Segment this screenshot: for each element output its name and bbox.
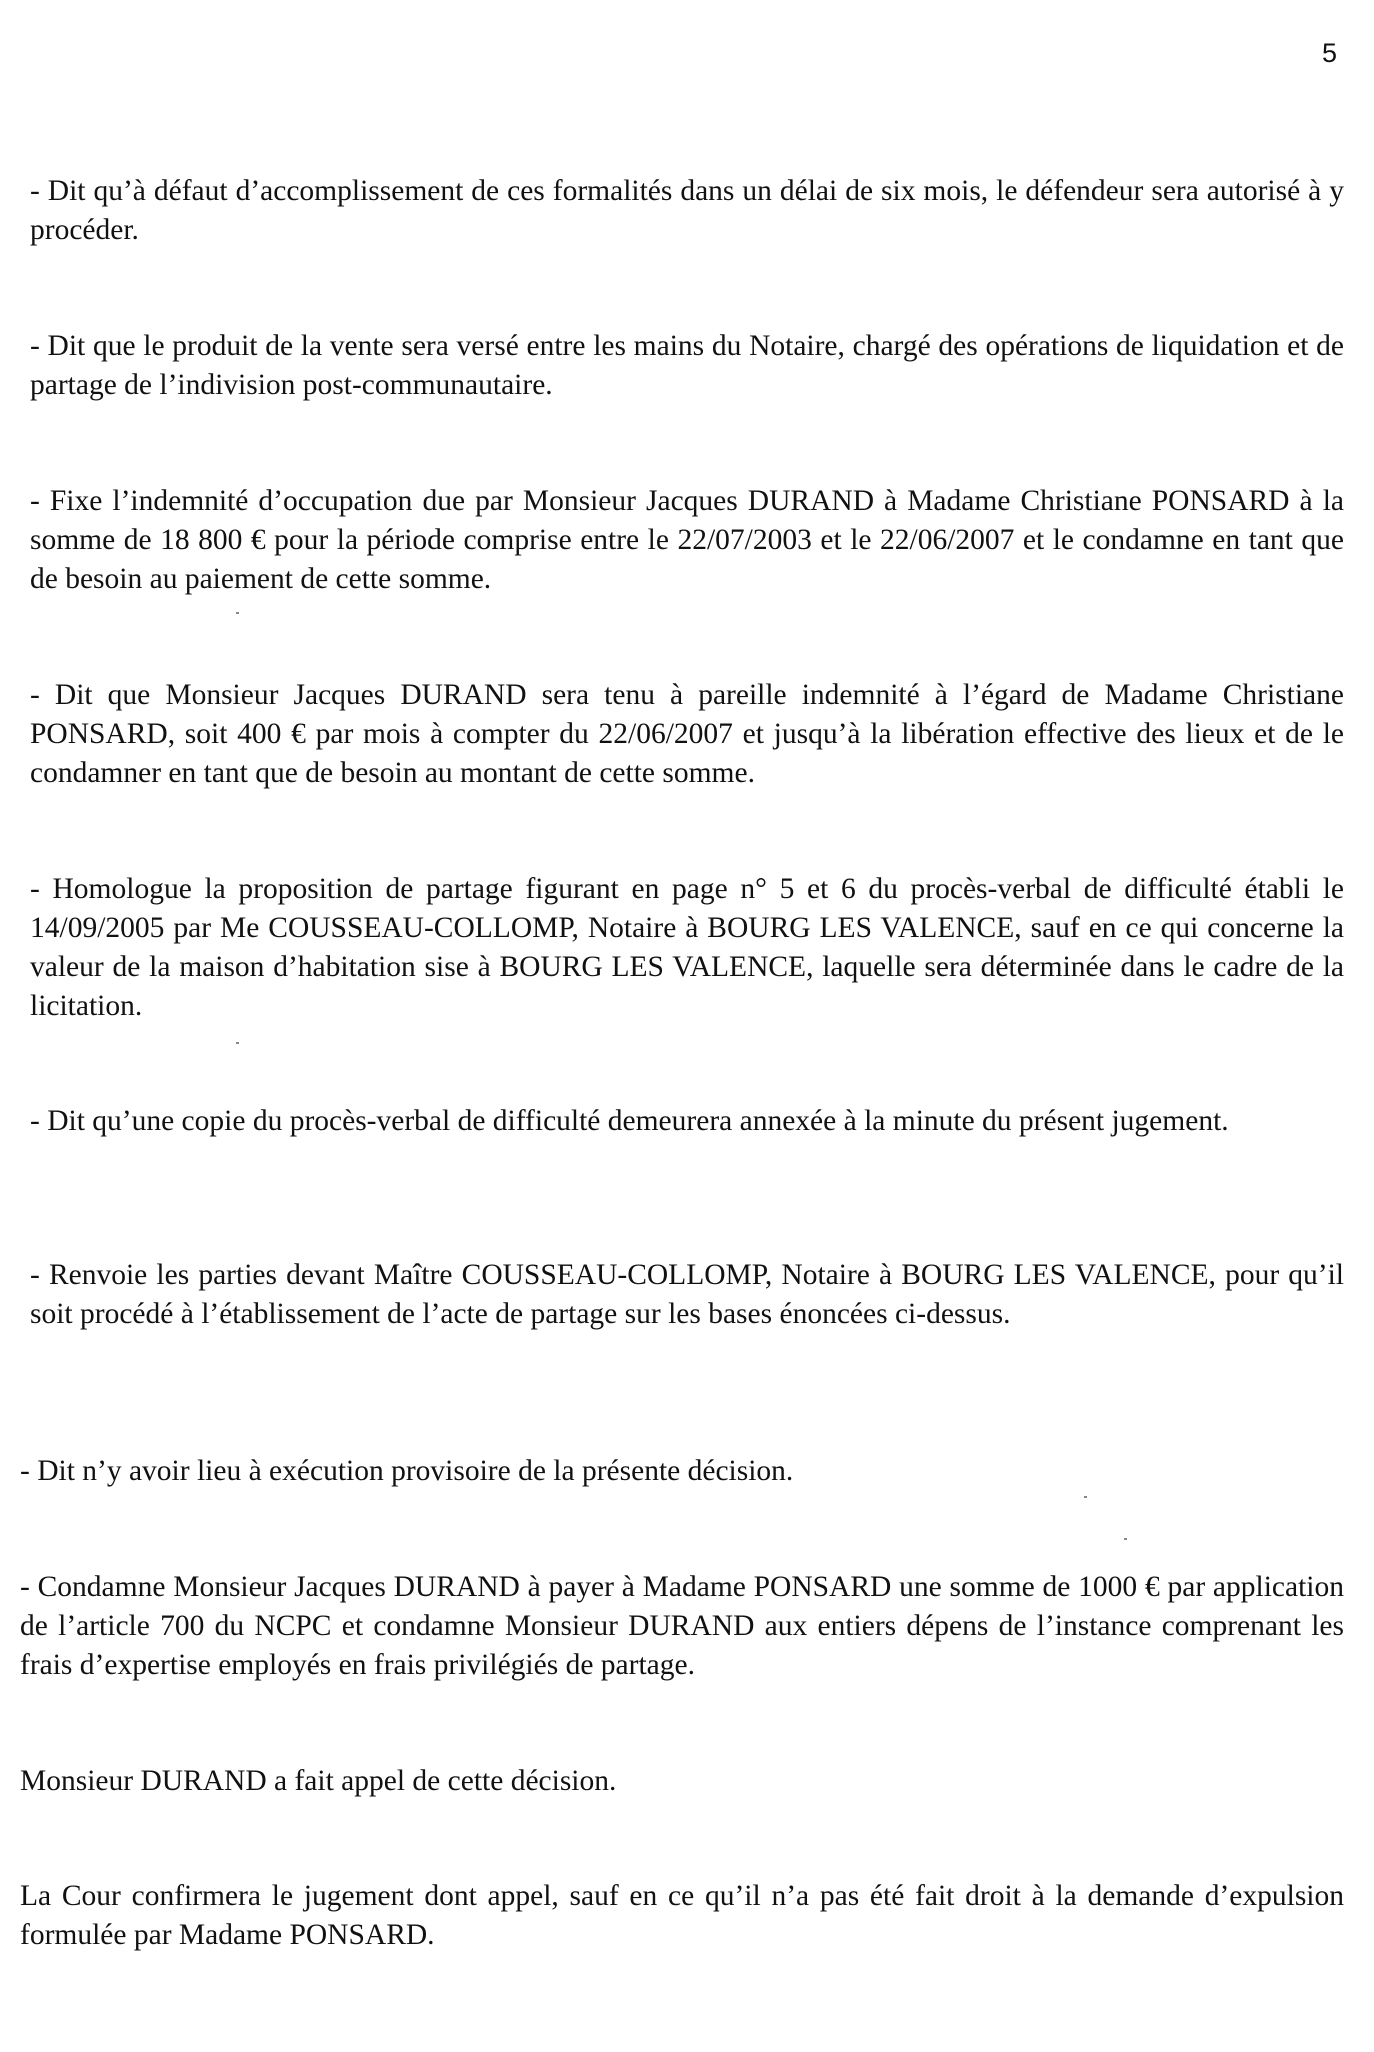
paragraph-appel: Monsieur DURAND a fait appel de cette décision.	[20, 1765, 617, 1797]
scan-speck	[1084, 1496, 1087, 1498]
paragraph-copie-proces-verbal: - Dit qu’une copie du procès-verbal de difficulté demeurera annexée à la minute du présent jugement.	[30, 1105, 1229, 1137]
paragraph-pareille-indemnite: - Dit que Monsieur Jacques DURAND sera tenu à pareille indemnité à l’égard de Madame Christiane PONSARD, soit 400 € par mois à compter du 22/06/2007 et jusqu’à la libération effective des lieux et de le condamner en tant que de besoin au montant de cette somme.	[30, 679, 1344, 789]
scan-speck	[1124, 1538, 1127, 1540]
paragraph-homologation: - Homologue la proposition de partage figurant en page n° 5 et 6 du procès-verbal de difficulté établi le 14/09/2005 par Me COUSSEAU-COLLOMP, Notaire à BOURG LES VALENCE, sauf en ce qui concerne la valeur de la maison d’habitation sise à BOURG LES VALENCE, laquelle sera déterminée dans le cadre de la licitation.	[30, 873, 1344, 1022]
paragraph-confirmation-cour: La Cour confirmera le jugement dont appel, sauf en ce qu’il n’a pas été fait droit à la demande d’expulsion formulée par Madame PONSARD.	[20, 1880, 1344, 1951]
paragraph-formalites: - Dit qu’à défaut d’accomplissement de ces formalités dans un délai de six mois, le défendeur sera autorisé à y procéder.	[30, 175, 1344, 246]
paragraph-indemnite-occupation: - Fixe l’indemnité d’occupation due par Monsieur Jacques DURAND à Madame Christiane PONSARD à la somme de 18 800 € pour la période comprise entre le 22/07/2003 et le 22/06/2007 et le condamne en tant que de besoin au paiement de cette somme.	[30, 485, 1344, 595]
scan-speck	[236, 1042, 239, 1044]
paragraph-execution-provisoire: - Dit n’y avoir lieu à exécution provisoire de la présente décision.	[20, 1455, 794, 1487]
paragraph-produit-vente: - Dit que le produit de la vente sera versé entre les mains du Notaire, chargé des opérations de liquidation et de partage de l’indivision post-communautaire.	[30, 330, 1344, 401]
page-number: 5	[1322, 38, 1338, 68]
scan-speck	[236, 612, 239, 614]
paragraph-condamnation: - Condamne Monsieur Jacques DURAND à payer à Madame PONSARD une somme de 1000 € par application de l’article 700 du NCPC et condamne Monsieur DURAND aux entiers dépens de l’instance comprenant les frais d’expertise employés en frais privilégiés de partage.	[20, 1571, 1344, 1681]
paragraph-renvoi-notaire: - Renvoie les parties devant Maître COUSSEAU-COLLOMP, Notaire à BOURG LES VALENCE, pour qu’il soit procédé à l’établissement de l’acte de partage sur les bases énoncées ci-dessus.	[30, 1259, 1344, 1330]
